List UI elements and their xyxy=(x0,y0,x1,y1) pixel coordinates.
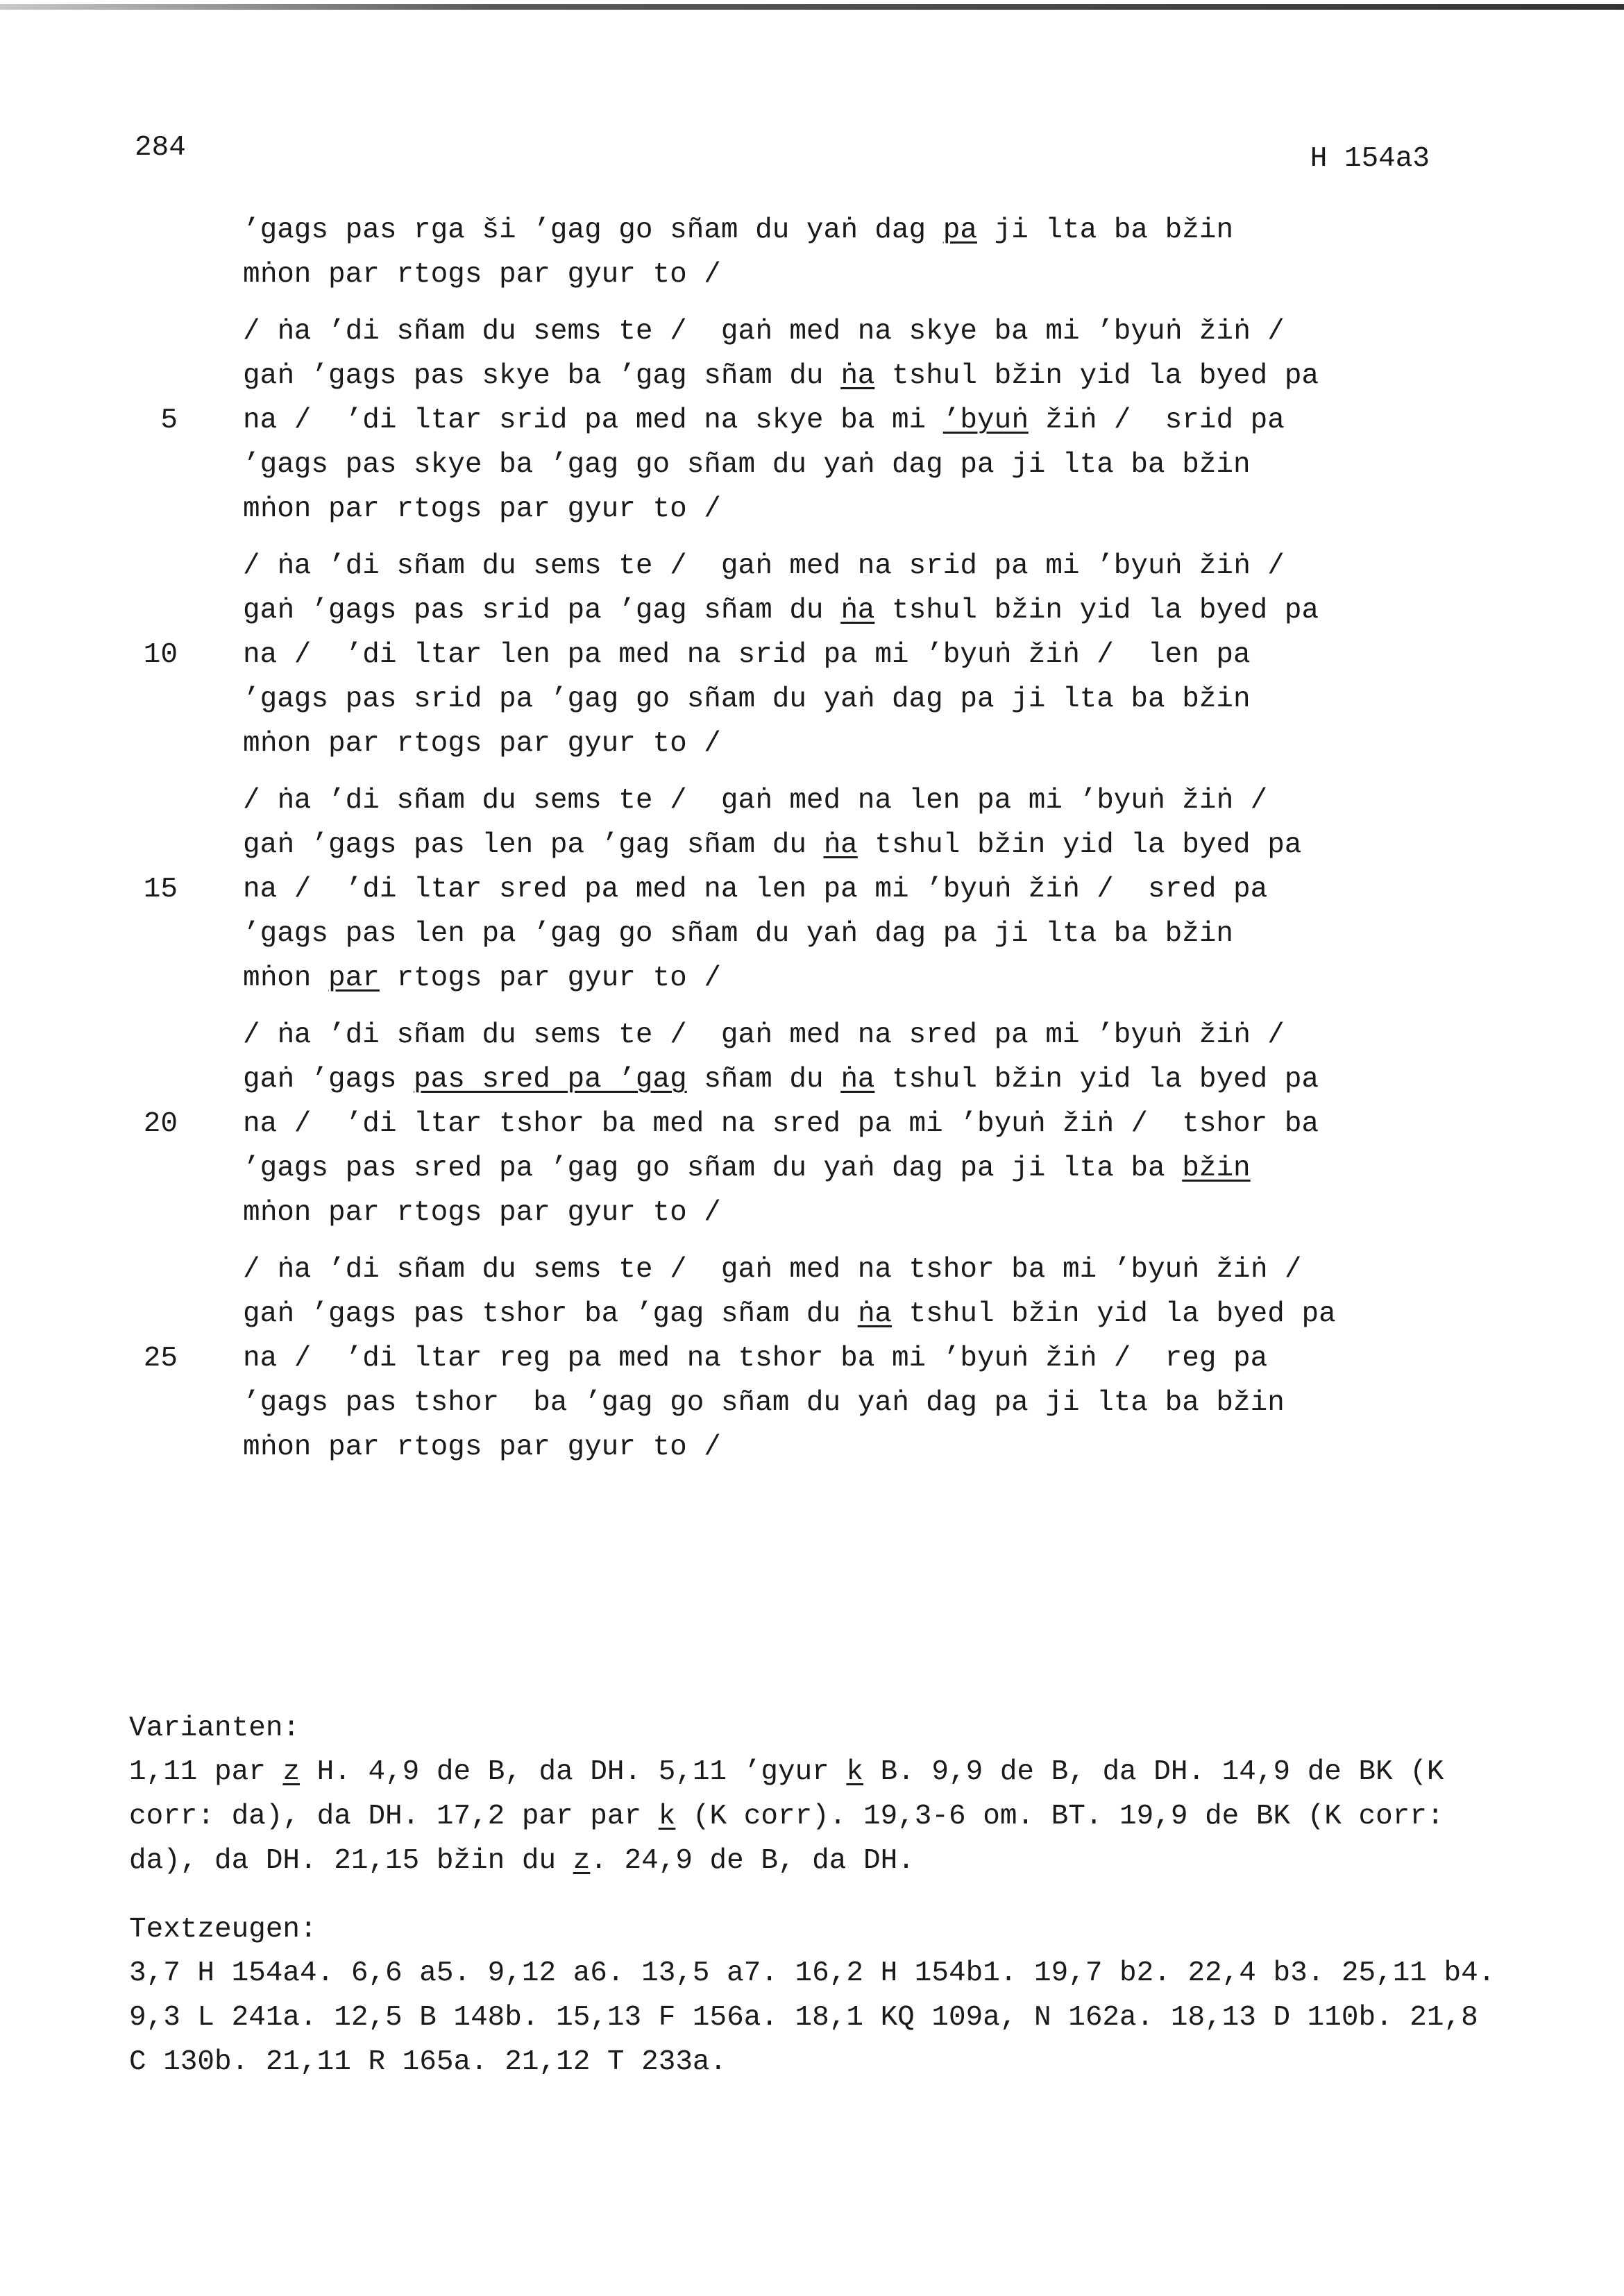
text-line: ’gags pas skye ba ’gag go sñam du yaṅ dag pa ji lta ba bžin xyxy=(243,449,1251,481)
text-line: 5 na / ’di ltar srid pa med na skye ba mi ’byuṅ žiṅ / srid pa xyxy=(0,398,1624,443)
line-number: 5 xyxy=(160,405,178,436)
text-line: gaṅ ’gags pas srid pa ’gag sñam du ṅa tshul bžin yid la byed pa xyxy=(243,595,1319,627)
underlined-word: ṅa xyxy=(840,360,875,392)
varianten-heading: Varianten: xyxy=(129,1712,301,1744)
underlined-word: ṅa xyxy=(840,1064,875,1096)
paragraph-6 xyxy=(0,1248,1624,1470)
text-line: mṅon par rtogs par gyur to / xyxy=(243,962,721,994)
text-line: / ṅa ’di sñam du sems te / gaṅ med na tshor ba mi ’byuṅ žiṅ / xyxy=(243,1254,1302,1286)
text-line: mṅon par rtogs par gyur to / xyxy=(243,1431,721,1463)
underlined-word: ṅa xyxy=(823,829,858,861)
line-number: 15 xyxy=(143,874,178,905)
siglum-underlined: k xyxy=(658,1801,676,1832)
text-line: mṅon par rtogs par gyur to / xyxy=(243,493,721,525)
siglum-underlined: k xyxy=(846,1756,863,1788)
paragraph-3 xyxy=(0,544,1624,766)
underlined-word: bžin xyxy=(1182,1153,1251,1184)
underlined-word: pa xyxy=(942,214,977,246)
text-line: gaṅ ’gags pas skye ba ’gag sñam du ṅa tshul bžin yid la byed pa xyxy=(243,360,1319,392)
underlined-phrase: pas sred pa ’gag xyxy=(414,1064,687,1096)
text-line: ’gags pas len pa ’gag go sñam du yaṅ dag pa ji lta ba bžin xyxy=(243,918,1234,950)
text-line: mṅon par rtogs par gyur to / xyxy=(243,1197,721,1229)
apparatus xyxy=(129,1707,1503,2109)
text-line: ’gags pas rga ši ’gag go sñam du yaṅ dag pa ji lta ba bžin xyxy=(243,214,1234,246)
main-text xyxy=(0,208,1624,1482)
textzeugen-heading: Textzeugen: xyxy=(129,1914,317,1946)
paragraph-2 xyxy=(0,309,1624,532)
text-line: ’gags pas sred pa ’gag go sñam du yaṅ dag pa ji lta ba bžin xyxy=(243,1153,1251,1184)
text-line: mṅon par rtogs par gyur to / xyxy=(243,259,721,291)
underlined-word: ṅa xyxy=(857,1298,892,1330)
paragraph-5 xyxy=(0,1013,1624,1235)
folio-reference: H 154a3 xyxy=(1310,143,1430,175)
underlined-word: ’byuṅ xyxy=(942,405,1029,436)
varianten-text: 1,11 par z H. 4,9 de B, da DH. 5,11 ’gyur k B. 9,9 de B, da DH. 14,9 de BK (K corr: da), da DH. 17,2 par par k (K corr). 19,3-6 om. BT. 19,9 de BK (K corr: da), da DH. 21,15 bžin du z. 24,9 de B, da DH. xyxy=(129,1756,1444,1877)
paragraph-4 xyxy=(0,779,1624,1001)
underlined-word: ṅa xyxy=(840,595,875,627)
text-line: / ṅa ’di sñam du sems te / gaṅ med na sred pa mi ’byuṅ žiṅ / xyxy=(243,1019,1285,1051)
text-line: 20 na / ’di ltar tshor ba med na sred pa mi ’byuṅ žiṅ / tshor ba xyxy=(0,1102,1624,1146)
text-line: / ṅa ’di sñam du sems te / gaṅ med na skye ba mi ’byuṅ žiṅ / xyxy=(243,316,1285,348)
text-line: / ṅa ’di sñam du sems te / gaṅ med na srid pa mi ’byuṅ žiṅ / xyxy=(243,550,1285,582)
text-line: ’gags pas srid pa ’gag go sñam du yaṅ dag pa ji lta ba bžin xyxy=(243,683,1251,715)
paragraph-1 xyxy=(0,208,1624,297)
text-line: 25 na / ’di ltar reg pa med na tshor ba mi ’byuṅ žiṅ / reg pa xyxy=(0,1336,1624,1381)
underlined-word: par xyxy=(328,962,380,994)
text-line: gaṅ ’gags pas sred pa ’gag sñam du ṅa tshul bžin yid la byed pa xyxy=(243,1064,1319,1096)
text-line: / ṅa ’di sñam du sems te / gaṅ med na len pa mi ’byuṅ žiṅ / xyxy=(243,785,1268,817)
top-scan-border xyxy=(0,4,1624,10)
text-line: 10 na / ’di ltar len pa med na srid pa mi ’byuṅ žiṅ / len pa xyxy=(0,633,1624,677)
page-number: 284 xyxy=(135,132,186,164)
siglum-underlined: z xyxy=(573,1845,591,1877)
text-line: 15 na / ’di ltar sred pa med na len pa mi ’byuṅ žiṅ / sred pa xyxy=(0,867,1624,912)
text-line: ’gags pas tshor ba ’gag go sñam du yaṅ dag pa ji lta ba bžin xyxy=(243,1387,1285,1419)
line-number: 10 xyxy=(143,639,178,671)
text-line: gaṅ ’gags pas tshor ba ’gag sñam du ṅa tshul bžin yid la byed pa xyxy=(243,1298,1336,1330)
textzeugen-text-1: 3,7 H 154a4. 6,6 a5. 9,12 a6. 13,5 a7. 16,2 H 154b1. 19,7 b2. 22,4 b3. 25,11 b4. xyxy=(129,1957,1496,1989)
text-line: gaṅ ’gags pas len pa ’gag sñam du ṅa tshul bžin yid la byed pa xyxy=(243,829,1302,861)
line-number: 20 xyxy=(143,1108,178,1140)
line-number: 25 xyxy=(143,1343,178,1375)
text-line: mṅon par rtogs par gyur to / xyxy=(243,728,721,760)
siglum-underlined: z xyxy=(282,1756,301,1788)
textzeugen-text-2: 9,3 L 241a. 12,5 B 148b. 15,13 F 156a. 18,1 KQ 109a, N 162a. 18,13 D 110b. 21,8 C 130b. 21,11 R 165a. 21,12 T 233a. xyxy=(129,2002,1478,2078)
